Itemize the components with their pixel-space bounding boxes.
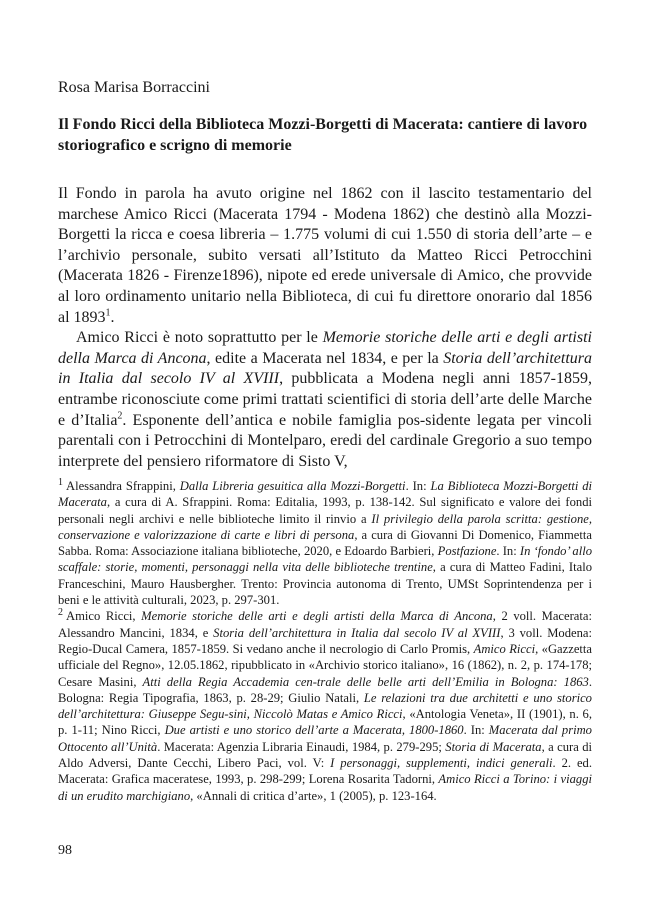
- footnote-ref: 2: [117, 410, 123, 422]
- text-run: Amico Ricci è noto soprattutto per le: [76, 329, 323, 347]
- text-run: , a cura di Aldo Adversi, Dante Cecchi, Libero Paci, vol. V:: [58, 739, 592, 771]
- footnote-2: [58, 608, 592, 804]
- text-run: , «Antologia Veneta», II (1901), n. 6, p. 1-11; Nino Ricci,: [58, 707, 593, 738]
- text-run: . In:: [463, 723, 489, 738]
- footnotes: [58, 478, 592, 804]
- italic-text: Storia dell’architettura in Italia dal secolo IV al XVIII: [213, 625, 501, 640]
- italic-text: La Biblioteca Mozzi-Borgetti di Macerata: [58, 479, 593, 510]
- text-run: , 3 voll. Modena: Regio-Ducal Camera, 1857-1859. Si vedano anche il necrologio di Carlo Promis,: [58, 625, 592, 656]
- footnote-ref: 1: [105, 307, 111, 319]
- italic-text: Dalla Libreria gesuitica alla Mozzi-Borgetti: [179, 479, 406, 493]
- footnote-text: [58, 609, 592, 802]
- text-run: , pubblicata a Modena negli anni 1857-1859, entrambe riconosciute come primi trattati scientifici di storia dell’arte delle Marche e d’Italia: [58, 370, 593, 429]
- italic-text: Amico Ricci: [473, 641, 536, 656]
- italic-text: I personaggi, supplementi, indici generali: [330, 756, 553, 771]
- paragraph-2: [58, 328, 592, 472]
- text-run: . Bologna: Regia Tipografia, 1863, p. 28-29; Giulio Natali,: [58, 674, 592, 705]
- footnote-1: [58, 478, 592, 608]
- text-run: . Esponente dell’antica e nobile famiglia pos-sidente legata per vincoli parentali con i Petrocchini di Montelparo, eredi del cardinale Gregorio a suo tempo interprete del pensiero riformatore di Sisto V,: [58, 411, 592, 470]
- italic-text: In ‘fondo’ allo scaffale: storie, momenti, personaggi nella vita delle biblioteche trentine: [58, 544, 593, 575]
- italic-text: Storia di Macerata: [445, 739, 542, 754]
- text-run: , «Annali di critica d’arte», 1 (2005), p. 123-164.: [190, 788, 437, 803]
- italic-text: Atti della Regia Accademia cen-trale delle belle arti dell’Emilia in Bologna: 1863: [142, 674, 589, 689]
- italic-text: Le relazioni tra due architetti e uno storico dell’architettura: Giuseppe Segu-sini, Niccolò Matas e Amico Ricci: [58, 690, 592, 722]
- text-run: Amico Ricci,: [66, 609, 142, 624]
- italic-text: Il privilegio della parola scritta: gestione, conservazione e valorizzazione di carte e libri di persona: [58, 511, 592, 542]
- body-text: [58, 184, 592, 472]
- italic-text: Due artisti e uno storico dell’arte a Macerata, 1800-1860: [164, 723, 464, 738]
- text-run: .: [110, 308, 115, 326]
- italic-text: Postfazione: [437, 544, 497, 559]
- text-run: . In:: [405, 479, 431, 493]
- text-run: , a cura di Matteo Fadini, Italo Franceschini, Mauro Hausbergher. Trento: Provincia autonoma di Trento, UMSt Soprintendenza per i beni e le attività culturali, 2023, p. 297-301.: [58, 560, 592, 608]
- footnote-number: 2: [58, 607, 63, 619]
- footnote-text: [58, 476, 593, 608]
- text-run: , edite a Macerata nel 1834, e per la: [206, 349, 444, 367]
- text-run: , a cura di A. Sfrappini. Roma: Editalia, 1993, p. 138-142. Sul significato e valore dei fondi personali negli archivi e nelle biblioteche limito il rinvio a: [58, 495, 592, 526]
- paragraph-1: [58, 184, 592, 328]
- text-run: . 2. ed. Macerata: Grafica maceratese, 1993, p. 298-299; Lorena Rosarita Tadorni,: [58, 756, 592, 787]
- text-run: , «Gazzetta ufficiale del Regno», 12.05.1862, ripubblicato in «Archivio storico italiano», 16 (1862), n. 2, p. 174-178; Cesare Masini,: [58, 641, 592, 689]
- article-title: Il Fondo Ricci della Biblioteca Mozzi-Borgetti di Macerata: cantiere di lavoro storiografico e scrigno di memorie: [58, 116, 588, 154]
- italic-text: Amico Ricci a Torino: i viaggi di un erudito marchigiano: [58, 772, 592, 803]
- text-run: Il Fondo in parola ha avuto origine nel 1862 con il lascito testamentario del marchese Amico Ricci (Macerata 1794 - Modena 1862) che destinò alla Mozzi-Borgetti la ricca e coesa libreria – 1.775 volumi di cui 1.550 di storia dell’arte – e l’archivio personale, subito versati all’Istituto da Matteo Ricci Petrocchini (Macerata 1826 - Firenze1896), nipote ed erede universale di Amico, che provvide al loro ordinamento unitario nella Biblioteca, di cui fu direttore onorario dal 1856 al 1893: [58, 185, 592, 326]
- italic-text: Memorie storiche delle arti e degli artisti della Marca di Ancona: [141, 609, 493, 624]
- text-run: Alessandra Sfrappini,: [66, 479, 180, 493]
- italic-text: Memorie storiche delle arti e degli artisti della Marca di Ancona: [58, 329, 592, 367]
- text-run: . In:: [496, 544, 520, 559]
- author-name: Rosa Marisa Borraccini: [58, 79, 210, 96]
- footnote-number: 1: [58, 476, 63, 488]
- italic-text: Macerata dal primo Ottocento all’Unità: [58, 723, 592, 754]
- text-run: . Macerata: Agenzia Libraria Einaudi, 1984, p. 279-295;: [157, 739, 446, 754]
- text-run: , a cura di Giovanni Di Domenico, Fiammetta Sabba. Roma: Associazione italiana biblioteche, 2020, e Edoardo Barbieri,: [58, 527, 592, 559]
- text-run: , 2 voll. Macerata: Alessandro Mancini, 1834, e: [58, 609, 592, 640]
- italic-text: Storia dell’architettura in Italia dal secolo IV al XVIII: [58, 349, 592, 388]
- page-number: 98: [58, 843, 72, 858]
